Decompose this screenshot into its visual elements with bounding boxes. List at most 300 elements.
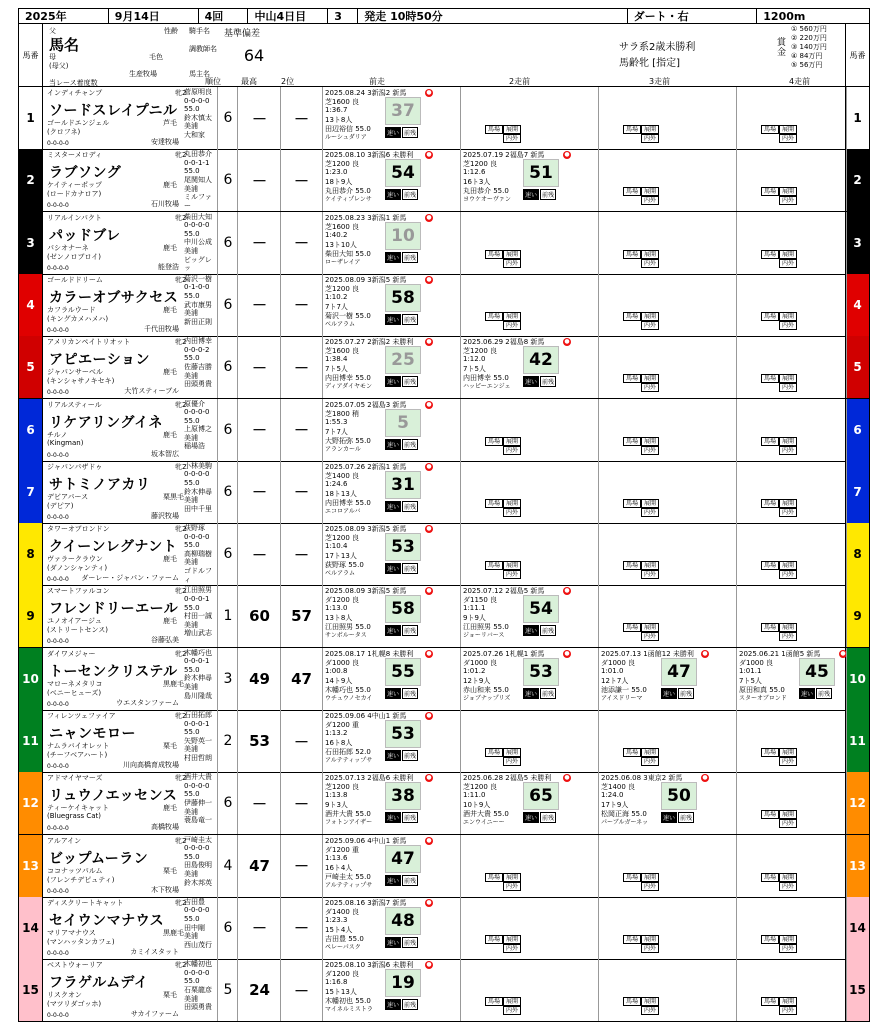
prev3-empty-cell: 内外 (641, 259, 659, 268)
race-start-time: 発走 10時50分 (358, 9, 627, 23)
jockey-line: 高柳瑞樹 (184, 549, 212, 558)
prev4-empty-cell (797, 632, 815, 641)
prev1-tag: 前残 (402, 376, 418, 387)
prev1-tag: 前残 (402, 625, 418, 636)
jockey-line: 美浦 (184, 994, 198, 1003)
prev3-empty-cell (659, 944, 677, 953)
prev4-empty-cell: 馬場 (761, 374, 779, 383)
col-coat: 毛色 (149, 53, 163, 61)
prev1-field: 16ト8人 (325, 739, 353, 747)
prev1-tag: 速い (385, 563, 401, 574)
prev4-empty-cell (797, 944, 815, 953)
prev1-index: 31 (385, 471, 421, 499)
umaban-left: 6 (19, 399, 43, 461)
umaban-left: 12 (19, 772, 43, 834)
umaban-right: 6 (845, 399, 869, 461)
col-damsire: (母父) (49, 62, 69, 70)
rank-position: 6 (219, 274, 238, 336)
prev3-empty-cell (659, 250, 677, 259)
second-index: － (281, 772, 323, 834)
prev4-empty-cell: 展開 (779, 437, 797, 446)
prev4-empty-cell: 馬場 (761, 561, 779, 570)
prev4-empty-cell: 馬場 (761, 623, 779, 632)
prev2-empty-cell (521, 570, 539, 579)
prev1-tags (385, 688, 418, 699)
prev3-course: ダ1000 良 (601, 658, 636, 667)
prev4-empty-cell: 馬場 (761, 499, 779, 508)
race-record: 0-0-0-0 (47, 389, 69, 397)
jockey-line: 55.0 (184, 229, 200, 238)
prev1-tag: 前残 (402, 189, 418, 200)
prev1-date: 2025.07.13 2福島6 未勝利 (325, 774, 414, 783)
horse-info (43, 149, 218, 211)
damsire-name: (クロフネ) (47, 128, 81, 136)
prev3-empty (623, 312, 677, 330)
prev1-field: 16ト4人 (325, 863, 353, 872)
prev3 (599, 149, 737, 211)
prev3-date: 2025.06.08 3東京2 新馬 (601, 774, 683, 783)
prev3 (599, 336, 737, 398)
prev1-time: 1:10.4 (325, 542, 348, 551)
umaban-right: 3 (845, 212, 869, 274)
prev1-winner: ベルアラム (325, 570, 355, 578)
umaban-left: 9 (19, 585, 43, 647)
sire-name: アルアイン (47, 836, 82, 845)
jockey-line: ビッグレッ (184, 255, 212, 273)
prev4-empty (761, 187, 815, 205)
prev3-empty-cell: 内外 (641, 321, 659, 330)
prev4-empty-cell (797, 997, 815, 1006)
prev4-empty-cell: 展開 (779, 873, 797, 882)
prev3-empty-cell (623, 446, 641, 455)
prev3-empty-cell (659, 623, 677, 632)
prev1-tag: 速い (385, 127, 401, 138)
sex-age: 牝2 (175, 275, 187, 284)
rank-position: 6 (219, 336, 238, 398)
horse-row-13 (18, 835, 870, 898)
prev3 (599, 274, 737, 336)
prev3-empty-cell (623, 383, 641, 392)
prev1-tag: 前残 (402, 812, 418, 823)
prev3-empty (623, 561, 677, 579)
prev3-position-mark: ● (702, 649, 708, 657)
prev4-empty-cell: 展開 (779, 997, 797, 1006)
prev4 (737, 274, 847, 336)
prev4-empty-cell: 馬場 (761, 935, 779, 944)
prev4-empty (761, 997, 815, 1015)
jockey-line: 石田拓郎 (184, 711, 212, 719)
prev1-position-mark: ● (426, 462, 432, 470)
colhdr-prev3: 3走前 (649, 77, 671, 86)
prev2-course: 芝1200 良 (463, 160, 498, 169)
prev2 (461, 87, 599, 149)
breeder-name: 川向高橋育成牧場 (123, 761, 179, 769)
prev2-date: 2025.06.28 2福島5 未勝利 (463, 774, 552, 783)
jockey-line: 菅原明良 (184, 88, 212, 96)
breeder-name: カミイスタット (130, 947, 179, 956)
prev1-field: 7ト7人 (325, 427, 348, 436)
prev3-empty-cell: 展開 (641, 623, 659, 632)
jockey-line: 中川公成 (184, 238, 212, 247)
prev3-empty-cell: 内外 (641, 1006, 659, 1015)
breeder-name: 高橋牧場 (151, 823, 179, 832)
prev2 (461, 274, 599, 336)
jockey-line: 美浦 (184, 807, 198, 816)
colhdr-rank: 順位 (205, 77, 221, 86)
damsire-name: (ダノンシャンティ) (47, 564, 108, 573)
prev4 (737, 212, 847, 274)
prev1-tag: 速い (385, 501, 401, 512)
sex-age: 牝2 (175, 774, 187, 783)
second-index: － (281, 897, 323, 959)
prev1-tag: 速い (385, 812, 401, 823)
prev1-field: 15ト13人 (325, 988, 357, 997)
best-index: － (239, 336, 281, 398)
jockey-line: 55.0 (184, 292, 200, 301)
best-index: 49 (239, 648, 281, 710)
prev2-tags (523, 812, 556, 823)
prev1-course: 芝1800 稍 (325, 409, 360, 418)
prev4-empty-cell: 内外 (779, 446, 797, 455)
jockey-block (184, 88, 218, 140)
jockey-line: 55.0 (184, 915, 200, 924)
prev3-tag: 前残 (678, 688, 694, 699)
jockey-block (184, 836, 218, 888)
best-index: － (239, 399, 281, 461)
col-sex: 性齢 (164, 27, 178, 35)
umaban-right: 15 (845, 959, 869, 1021)
sire-name: ディスクリートキャット (47, 898, 124, 907)
prev4-empty-cell: 内外 (779, 819, 797, 828)
coat-color: 芦毛 (163, 119, 177, 127)
prev2-empty-cell (485, 134, 503, 143)
prev3-empty-cell: 馬場 (623, 125, 641, 134)
prev2-tag: 速い (523, 376, 539, 387)
sex-age: 牝2 (175, 525, 187, 534)
prev3 (599, 959, 737, 1021)
prev2-time: 1:12.6 (463, 168, 486, 177)
prev3-empty-cell: 内外 (641, 508, 659, 517)
prev2-index: 65 (523, 782, 559, 810)
prev4-empty (761, 250, 815, 268)
prev4-empty-cell (797, 508, 815, 517)
prev1-index: 38 (385, 782, 421, 810)
prev3-empty-cell (659, 561, 677, 570)
prize-1-value: 560万円 (799, 25, 827, 33)
dam-name: マローネメタリコ (47, 679, 103, 688)
prev2-index: 51 (523, 159, 559, 187)
prev4-tag: 速い (799, 688, 815, 699)
prev4-empty (761, 873, 815, 891)
dam-name: マリアマナウス (47, 928, 96, 937)
umaban-right: 2 (845, 149, 869, 211)
prev4-empty-cell (761, 259, 779, 268)
prev4-empty-cell: 内外 (779, 570, 797, 579)
prev3-tags (661, 812, 694, 823)
prev1 (323, 461, 461, 523)
prev3-empty (623, 623, 677, 641)
prev1-winner: エコロアルバ (325, 507, 361, 515)
prev3-empty-cell: 展開 (641, 561, 659, 570)
prev3-index: 47 (661, 658, 697, 686)
prev2-empty-cell: 馬場 (485, 561, 503, 570)
prev4 (737, 585, 847, 647)
prev1-index: 5 (385, 409, 421, 437)
prev3-winner: パーブルガーネッ (601, 819, 649, 827)
umaban-right: 10 (845, 648, 869, 710)
jockey-line: 0-0-0-0 (184, 844, 210, 853)
prev3 (599, 835, 737, 897)
prev4-empty-cell (761, 882, 779, 891)
sex-age: 牝2 (175, 587, 187, 596)
prev2-date: 2025.07.12 2福島5 新馬 (463, 587, 545, 596)
jockey-line: 木幡巧也 (184, 648, 212, 657)
sex-age: 牝2 (175, 649, 187, 658)
jockey-line: 美浦 (184, 683, 198, 692)
prev1-index: 25 (385, 346, 421, 374)
dam-name: ココナッツパルム (47, 866, 103, 875)
prev1-tag: 速い (385, 999, 401, 1010)
prize-5-value: 56万円 (799, 61, 823, 69)
prev3-empty (623, 437, 677, 455)
umaban-right: 9 (845, 585, 869, 647)
prev1-time: 1:13.8 (325, 791, 348, 800)
horse-row-4 (18, 274, 870, 337)
prev1-tags (385, 501, 418, 512)
prev4-empty-cell: 展開 (779, 250, 797, 259)
damsire-name: (フレンチデピュティ) (47, 875, 115, 884)
prev1-tag: 速い (385, 750, 401, 761)
jockey-line: 上原博之 (184, 425, 212, 434)
rank-position: 6 (219, 461, 238, 523)
prev1-tags (385, 999, 418, 1010)
prev3-empty-cell: 展開 (641, 374, 659, 383)
dam-name: ケイティーポップ (47, 181, 102, 190)
sire-name: ジャパンパザドゥ (47, 462, 103, 471)
prev3-empty-cell (659, 632, 677, 641)
sire-name: アメリカンペイトリオット (47, 338, 131, 347)
prev1-tag: 速い (385, 189, 401, 200)
prev2-empty-cell (521, 757, 539, 766)
prev4-empty-cell (761, 383, 779, 392)
horse-info (43, 585, 218, 647)
horse-row-8 (18, 523, 870, 586)
prev2-winner: ジョーリバース (463, 632, 505, 640)
damsire-name: (マンハッタンカフェ) (47, 937, 115, 946)
prev3-empty-cell: 内外 (641, 757, 659, 766)
prev2-empty (485, 748, 539, 766)
jockey-line: 55.0 (184, 728, 200, 737)
prev1-date: 2025.07.26 2新潟1 新馬 (325, 462, 407, 471)
prev2-empty-cell (521, 134, 539, 143)
damsire-name: (Bluegrass Cat) (47, 812, 102, 821)
prev2-empty (485, 437, 539, 455)
prev4 (737, 523, 847, 585)
prev1-date: 2025.07.27 2新潟2 未勝利 (325, 338, 414, 347)
prev1-winner: ペレーパスク (325, 943, 361, 951)
prev2-empty-cell: 展開 (503, 437, 521, 446)
prev4-empty-cell (797, 259, 815, 268)
prev3-empty (623, 250, 677, 268)
jockey-block (184, 524, 218, 584)
prev1-field: 18ト13人 (325, 489, 357, 498)
prev3-empty-cell: 展開 (641, 748, 659, 757)
jockey-line: 荻野琢 (184, 524, 205, 533)
prev2-position-mark: ● (564, 649, 570, 657)
prev3-empty (623, 873, 677, 891)
best-index: 60 (239, 585, 281, 647)
prev2 (461, 399, 599, 461)
prev2-index: 54 (523, 595, 559, 623)
jockey-line: 菊沢一樹 (184, 274, 212, 283)
prev4-empty-cell (797, 873, 815, 882)
prev1-tag: 前残 (402, 501, 418, 512)
prev3-time: 1:24.0 (601, 791, 624, 800)
jockey-line: 酒井大貴 (184, 773, 212, 782)
best-index: － (239, 897, 281, 959)
prev3-empty-cell: 展開 (641, 125, 659, 134)
prev2-jockey: 丸田恭介 55.0 (463, 187, 509, 196)
prev3 (599, 87, 737, 149)
prev1-tags (385, 750, 418, 761)
jockey-block (184, 337, 218, 389)
sex-age: 牝2 (175, 338, 187, 347)
prev2 (461, 336, 599, 398)
prev1-tags (385, 252, 418, 263)
prev1-winner: マイネルミストラ (325, 1006, 373, 1014)
prev2-empty-cell (521, 259, 539, 268)
prev3-empty-cell (659, 748, 677, 757)
prev3-empty (623, 748, 677, 766)
prev2-winner: ハッピーエンジェ (463, 383, 511, 391)
race-record: 0-0-0-0 (47, 763, 69, 770)
prev3-empty-cell (659, 321, 677, 330)
dam-name: デビアパース (47, 492, 89, 501)
prev4-empty-cell (797, 134, 815, 143)
prev4 (737, 772, 847, 834)
coat-color: 栗毛 (163, 866, 177, 875)
prev1-field: 7ト5人 (325, 365, 348, 374)
umaban-right: 8 (845, 523, 869, 585)
horse-name: セイウンマナウス (49, 912, 165, 929)
jockey-line: 村田一誠 (184, 612, 212, 621)
prev2-date: 2025.07.26 1札幌1 新馬 (463, 649, 545, 658)
umaban-right: 4 (845, 274, 869, 336)
jockey-line: ゴドルフィ (184, 567, 212, 584)
umaban-left: 2 (19, 149, 43, 211)
prev1 (323, 648, 461, 710)
prev1-position-mark: ● (426, 961, 432, 969)
prev3-empty-cell: 馬場 (623, 187, 641, 196)
jockey-line: 田中千里 (184, 504, 212, 513)
sire-name: リアルスティール (47, 400, 102, 409)
prev4-empty (761, 623, 815, 641)
best-index: － (239, 87, 281, 149)
prev2-tag: 速い (523, 625, 539, 636)
dam-name: ジャパンサーベル (47, 368, 103, 377)
second-index: － (281, 399, 323, 461)
prev2-time: 1:12.0 (463, 355, 486, 364)
prev3-course: 芝1400 良 (601, 783, 636, 792)
horse-name: リュウノエッセンス (49, 788, 178, 805)
prev1-tag: 速い (385, 252, 401, 263)
prev2-time: 1:11.0 (463, 791, 486, 800)
prev2-tag: 前残 (540, 625, 556, 636)
info-header (18, 24, 870, 87)
prev2 (461, 523, 599, 585)
prev3-date: 2025.07.13 1函館12 未勝利 (601, 649, 694, 658)
prev3-empty-cell (659, 499, 677, 508)
prev1-tags (385, 189, 418, 200)
prev1-index: 10 (385, 222, 421, 250)
race-round: 4回 (199, 9, 249, 23)
prev4-empty (761, 748, 815, 766)
damsire-name: (デピア) (47, 501, 74, 510)
horse-row-3 (18, 212, 870, 275)
prev1-index: 47 (385, 845, 421, 873)
prev2-empty-cell: 内外 (503, 134, 521, 143)
damsire-name: (ベニーヒューズ) (47, 688, 102, 697)
jockey-line: 島川隆哉 (184, 691, 212, 700)
breeder-name: 安達牧場 (151, 138, 179, 146)
horse-info (43, 835, 218, 897)
jockey-line: 0-0-0-0 (184, 532, 210, 541)
prev2-empty-cell: 馬場 (485, 499, 503, 508)
breeder-name: 大竹スティーブル (124, 387, 179, 396)
umaban-label-left: 馬番 (19, 24, 43, 87)
prev4-empty (761, 374, 815, 392)
prev4-empty-cell: 内外 (779, 508, 797, 517)
prev1-winner: アランカール (325, 445, 361, 453)
prev1-position-mark: ● (426, 151, 432, 159)
race-condition: 馬齢牝 [指定] (619, 58, 680, 69)
prev1-index: 37 (385, 97, 421, 125)
horse-row-15 (18, 959, 870, 1022)
prev1-jockey: 丸田恭介 55.0 (325, 187, 371, 196)
prev2-empty (485, 499, 539, 517)
jockey-line: 武市康男 (184, 300, 212, 309)
prev4-empty (761, 935, 815, 953)
prev3 (599, 523, 737, 585)
prev1-time: 1:38.4 (325, 355, 348, 364)
colhdr-prev1: 前走 (369, 77, 385, 86)
rank-position: 6 (219, 87, 238, 149)
sire-name: スマートファルコン (47, 587, 110, 596)
prev3-empty-cell (623, 1006, 641, 1015)
prev2-empty-cell (521, 125, 539, 134)
jockey-line: 美浦 (184, 620, 198, 629)
breeder-name: ウエスタンファーム (116, 698, 179, 707)
prev2-empty-cell (521, 873, 539, 882)
prev1-jockey: 酒井大貴 55.0 (325, 810, 371, 819)
prev4-empty-cell: 内外 (779, 944, 797, 953)
prize-4-value: 84万円 (799, 52, 823, 60)
prev4-empty-cell: 内外 (779, 196, 797, 205)
jockey-line: 美浦 (184, 184, 198, 193)
prev1-tag: 前残 (402, 314, 418, 325)
prev1-position-mark: ● (426, 213, 432, 221)
sex-age: 牝2 (175, 400, 187, 409)
prev2-empty-cell: 馬場 (485, 997, 503, 1006)
damsire-name: (ロードカナロア) (47, 190, 102, 199)
prev2-empty-cell: 馬場 (485, 935, 503, 944)
prev2-empty (485, 312, 539, 330)
colhdr-best: 最高 (241, 77, 257, 86)
prev1-jockey: 柴田大知 55.0 (325, 249, 371, 258)
prev1-time: 1:55.3 (325, 417, 348, 426)
prev4-empty-cell: 展開 (779, 187, 797, 196)
prev4-empty-cell (797, 561, 815, 570)
